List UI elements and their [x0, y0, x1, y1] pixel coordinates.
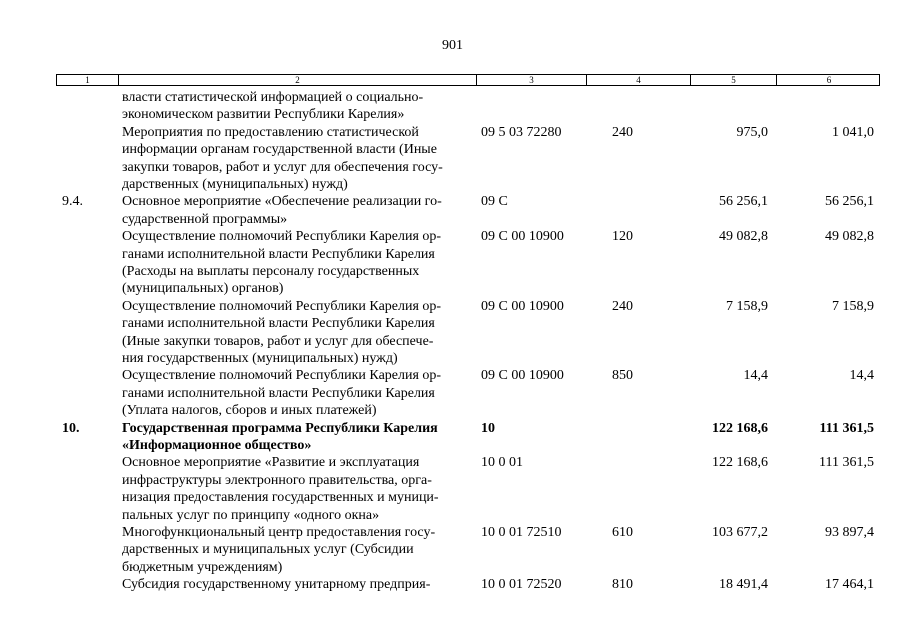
row-name: Осуществление полномочий Республики Карелия ор- ганами исполнительной власти Республики Карелия (Иные закупки товаров, работ и услуг для обеспече- ния государственных (муниципальных) нужд)	[122, 298, 442, 366]
row-amount-year-2: 111 361,5	[819, 420, 874, 436]
row-expense-type: 810	[612, 577, 633, 593]
row-amount-year-1: 122 168,6	[712, 455, 768, 471]
row-name: Государственная программа Республики Карелия «Информационное общество»	[122, 420, 438, 453]
row-number: 10.	[62, 420, 80, 436]
row-name: власти статистической информацией о социально- экономическом развитии Республики Карелия»	[122, 90, 424, 123]
row-code: 09 С 00 10900	[481, 298, 564, 314]
table-row	[56, 524, 880, 576]
row-amount-year-1: 56 256,1	[719, 194, 768, 210]
header-col-4: 4	[587, 75, 691, 85]
table-row	[56, 420, 880, 455]
row-amount-year-2: 17 464,1	[825, 577, 874, 593]
table-row	[56, 454, 880, 524]
header-col-3: 3	[477, 75, 587, 85]
row-code: 09 С	[481, 194, 508, 210]
row-amount-year-2: 7 158,9	[832, 298, 874, 314]
row-code: 10 0 01 72520	[481, 577, 562, 593]
row-code: 10 0 01	[481, 455, 523, 471]
row-amount-year-2: 49 082,8	[825, 229, 874, 245]
row-name: Многофункциональный центр предоставления госу- дарственных и муниципальных услуг (Субсидии бюджетным учреждениям)	[122, 524, 436, 575]
table-row	[56, 367, 880, 419]
table-row	[56, 193, 880, 228]
row-amount-year-1: 18 491,4	[719, 577, 768, 593]
row-amount-year-2: 111 361,5	[819, 455, 874, 471]
row-amount-year-2: 93 897,4	[825, 524, 874, 540]
row-expense-type: 610	[612, 524, 633, 540]
row-name: Основное мероприятие «Развитие и эксплуатация инфраструктуры электронного правительства, орга- низация предоставления государственных и муници- пальных услуг по принципу «одного окна»	[122, 455, 439, 523]
table-row	[56, 228, 880, 298]
row-amount-year-1: 14,4	[743, 368, 768, 384]
header-col-1: 1	[57, 75, 119, 85]
row-amount-year-1: 49 082,8	[719, 229, 768, 245]
row-amount-year-1: 7 158,9	[726, 298, 768, 314]
column-number-header	[56, 74, 880, 86]
row-name: Мероприятия по предоставлению статистической информации органам государственной власти (Иные закупки товаров, работ и услуг для обеспечения госу- дарственных (муниципальных) нужд)	[122, 124, 443, 193]
row-expense-type: 120	[612, 229, 633, 245]
table-row	[56, 298, 880, 368]
header-col-6: 6	[826, 75, 832, 85]
row-code: 09 С 00 10900	[481, 368, 564, 384]
row-number: 9.4.	[62, 194, 83, 210]
row-amount-year-1: 975,0	[736, 124, 768, 140]
row-expense-type: 850	[612, 368, 633, 384]
row-name: Осуществление полномочий Республики Карелия ор- ганами исполнительной власти Республики Карелия (Расходы на выплаты персоналу государственных (муниципальных) органов)	[122, 229, 442, 297]
row-amount-year-2: 14,4	[849, 368, 874, 384]
row-code: 09 С 00 10900	[481, 229, 564, 245]
header-col-2: 2	[119, 75, 477, 85]
row-name: Осуществление полномочий Республики Карелия ор- ганами исполнительной власти Республики Карелия (Уплата налогов, сборов и иных платежей)	[122, 368, 442, 419]
row-amount-year-1: 122 168,6	[712, 420, 768, 436]
row-code: 09 5 03 72280	[481, 124, 562, 140]
row-code: 10 0 01 72510	[481, 524, 562, 540]
row-amount-year-1: 103 677,2	[712, 524, 768, 540]
table-row	[56, 89, 880, 124]
row-name: Субсидия государственному унитарному предприя-	[122, 577, 431, 593]
page-number: 901	[442, 38, 463, 53]
row-amount-year-2: 1 041,0	[832, 124, 874, 140]
row-name: Основное мероприятие «Обеспечение реализации го- сударственной программы»	[122, 194, 442, 227]
table-row	[56, 124, 880, 194]
row-code: 10	[481, 420, 495, 436]
row-amount-year-2: 56 256,1	[825, 194, 874, 210]
budget-table-body	[56, 89, 880, 594]
header-col-5: 5	[691, 75, 777, 85]
row-expense-type: 240	[612, 124, 633, 140]
table-row	[56, 576, 880, 593]
row-expense-type: 240	[612, 298, 633, 314]
